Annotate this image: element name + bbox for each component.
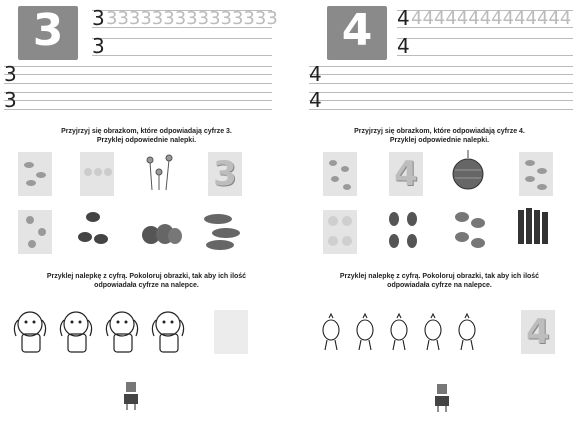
trace-line-4 (309, 90, 573, 110)
trace-digit: 3 (4, 62, 17, 86)
sharks-icon (453, 208, 487, 252)
trace-digit: 3 (92, 34, 105, 58)
trace-digit: 3 (92, 6, 105, 30)
number-four-sticker-icon: 4 (389, 152, 423, 196)
instruction-1-line2: Przyklej odpowiednie nalepki. (96, 137, 197, 144)
trace-line-1 (92, 6, 278, 30)
digit-tile (327, 6, 387, 60)
sticker-placeholder-icon[interactable] (214, 310, 248, 354)
trace-line-3 (4, 64, 272, 84)
chicken-icon (453, 312, 487, 356)
birds-icon (323, 152, 357, 196)
trace-line-3 (309, 64, 573, 84)
boats-icon (202, 208, 236, 252)
dog-icon (58, 306, 92, 350)
instruction-1 (293, 127, 586, 145)
instruction-2 (0, 272, 293, 290)
trace-digit: 4 (397, 34, 410, 58)
dog-icon (104, 306, 138, 350)
dots-icon (323, 210, 357, 254)
digit-tile-number: 4 (341, 5, 373, 56)
number-three-sticker-icon: 3 (208, 152, 242, 196)
instruction-2-line1: Przyklej nalepkę z cyfrą. Pokoloruj obrazki, tak aby ich ilość (46, 273, 247, 280)
instruction-2-line2: odpowiadała cyfrze na nalepce. (387, 282, 492, 289)
dog-icon (150, 306, 184, 350)
instruction-2-line1: Przyklej nalepkę z cyfrą. Pokoloruj obrazki, tak aby ich ilość (339, 273, 540, 280)
mascot-icon (122, 380, 140, 414)
dog-icon (12, 306, 46, 350)
instruction-2 (293, 272, 586, 290)
trace-digit: 4 (397, 6, 410, 30)
trace-line-2 (92, 36, 272, 56)
dancers-icon (387, 208, 421, 252)
mascot-icon (433, 382, 451, 416)
ornament-ball-icon (451, 150, 485, 194)
chicken-icon (317, 312, 351, 356)
birds-icon (76, 208, 110, 252)
trace-guide-digits: 44444444444444 (411, 8, 572, 29)
flowers-icon (142, 150, 176, 194)
pencils-icon (515, 206, 549, 250)
trace-line-2 (397, 36, 573, 56)
chicken-icon (419, 312, 453, 356)
chicken-icon (351, 312, 385, 356)
hippos-icon (140, 212, 174, 256)
digit-tile-number: 3 (32, 5, 64, 56)
instruction-1-line2: Przyklej odpowiednie nalepki. (389, 137, 490, 144)
trace-line-1 (397, 8, 573, 28)
chicken-icon (385, 312, 419, 356)
instruction-1-line1: Przyjrzyj się obrazkom, które odpowiadają cyfrze 3. (61, 128, 232, 135)
butterflies-icon (18, 210, 52, 254)
fish-icon (18, 152, 52, 196)
trace-digit: 4 (309, 62, 322, 86)
right-page (293, 0, 586, 421)
ducks-icon (80, 152, 114, 196)
number-four-sticker-icon[interactable]: 4 (521, 310, 555, 354)
digit-tile (18, 6, 78, 60)
instruction-1 (0, 127, 293, 145)
instruction-1-line1: Przyjrzyj się obrazkom, które odpowiadają cyfrze 4. (354, 128, 525, 135)
trace-guide-digits: 333333333333333 (106, 8, 278, 29)
trace-digit: 4 (309, 88, 322, 112)
instruction-2-line2: odpowiadała cyfrze na nalepce. (94, 282, 199, 289)
fish-icon (519, 152, 553, 196)
trace-digit: 3 (4, 88, 17, 112)
trace-line-4 (4, 90, 272, 110)
